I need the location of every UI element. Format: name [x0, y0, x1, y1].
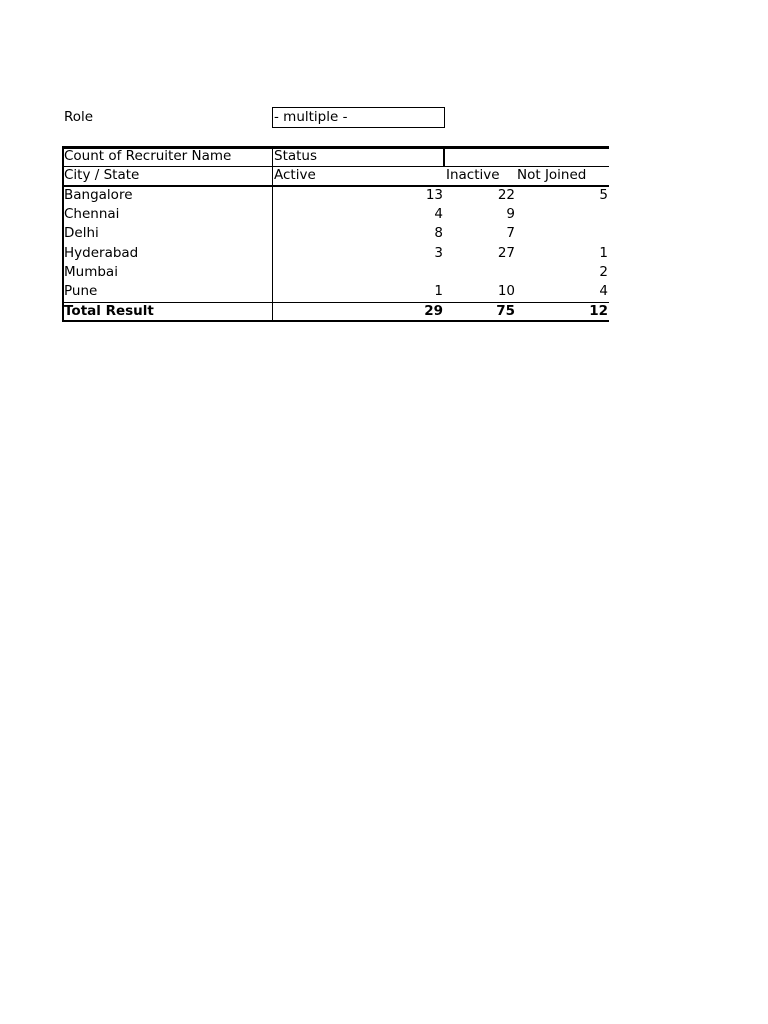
row-label: Chennai	[64, 206, 120, 222]
cell-active: 13	[425, 187, 443, 203]
data-field-header: Count of Recruiter Name	[64, 148, 232, 164]
cell-active: 4	[434, 206, 443, 222]
cell-not-joined: 1	[599, 245, 608, 261]
column-header-inactive: Inactive	[446, 167, 500, 183]
total-active: 29	[424, 303, 443, 319]
row-field-header[interactable]: City / State	[64, 167, 140, 183]
role-filter-label: Role	[64, 109, 94, 125]
cell-active: 3	[434, 245, 443, 261]
row-label: Bangalore	[64, 187, 133, 203]
row-label: Pune	[64, 283, 98, 299]
row-label: Hyderabad	[64, 245, 139, 261]
cell-active: 8	[434, 225, 443, 241]
cell-inactive: 22	[497, 187, 515, 203]
cell-inactive: 10	[497, 283, 515, 299]
role-filter-dropdown[interactable]	[272, 107, 445, 128]
row-label: Mumbai	[64, 264, 118, 280]
column-header-active: Active	[274, 167, 316, 183]
cell-active: 1	[434, 283, 443, 299]
cell-inactive: 9	[506, 206, 515, 222]
cell-inactive: 7	[506, 225, 515, 241]
column-field-header[interactable]: Status	[274, 148, 318, 164]
status-header-box-border	[443, 146, 445, 167]
total-not-joined: 12	[589, 303, 608, 319]
total-inactive: 75	[496, 303, 515, 319]
cell-not-joined: 2	[599, 264, 608, 280]
cell-not-joined: 5	[599, 187, 608, 203]
cell-inactive: 27	[497, 245, 515, 261]
column-header-not-joined: Not Joined	[517, 167, 587, 183]
role-filter-value: - multiple -	[274, 109, 348, 125]
row-label: Delhi	[64, 225, 99, 241]
cell-not-joined: 4	[599, 283, 608, 299]
total-label: Total Result	[64, 303, 154, 319]
